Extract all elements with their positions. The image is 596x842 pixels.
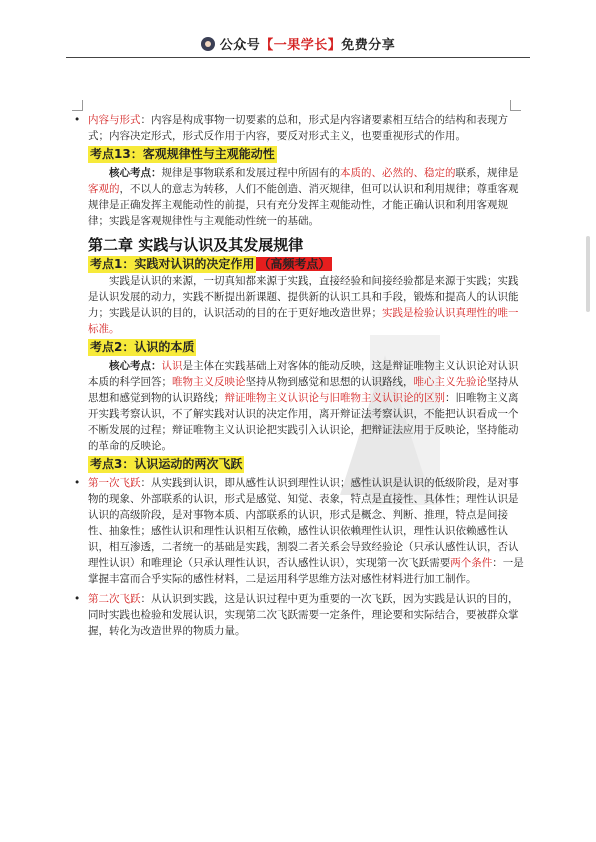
- paragraph: 实践是认识的来源，一切真知都来源于实践，直接经验和间接经验都是来源于实践；实践是认识发展的动力，实践不断提出新课题、提供新的认识工具和手段，锻炼和提高人的认识能力；实践是认识的目的，认识活动的目的在于更好地改造世界；实践是检验认识真理性的唯一标准。: [88, 275, 519, 335]
- header-title: 公众号【一果学长】免费分享: [0, 34, 596, 53]
- document-body: [88, 112, 524, 639]
- header-divider: [66, 57, 530, 58]
- chapter-title: 第二章 实践与认识及其发展规律: [88, 236, 304, 254]
- list-item: • 第二次飞跃：从认识到实践，这是认识过程中更为重要的一次飞跃，因为实践是认识的目的，同时实践也检验和发展认识，实现第二次飞跃需要一定条件，理论要和实际结合，要被群众掌握，转化为改造世界的物质力量。: [88, 591, 524, 639]
- section-heading: 考点2：认识的本质: [90, 340, 195, 354]
- avatar-icon: [201, 37, 215, 51]
- paragraph: 核心考点：规律是事物联系和发展过程中所固有的本质的、必然的、稳定的联系，规律是客观的，不以人的意志为转移，人们不能创造、消灭规律，但可以认识和利用规律；尊重客观规律是正确发挥主观能动性的前提，只有充分发挥主观能动性，才能正确认识和利用客观规律；实践是客观规律性与主观能动性统一的基础。: [88, 167, 519, 227]
- frequency-tag: （高频考点）: [258, 257, 331, 271]
- section-heading: 考点3：认识运动的两次飞跃: [90, 457, 243, 471]
- scrollbar[interactable]: [586, 236, 590, 312]
- margin-corner-mark: [72, 100, 83, 111]
- page-header: [0, 0, 596, 58]
- margin-corner-mark: [510, 100, 521, 111]
- list-item: • 第一次飞跃：从实践到认识，即从感性认识到理性认识；感性认识是认识的低级阶段，是对事物的现象、外部联系的认识，形式是感觉、知觉、表象，特点是直接性、具体性；理性认识是认识的高级阶段，是对事物本质、内部联系的认识，形式是概念、判断、推理，特点是间接性、抽象性；感性认识和理性认识相互依赖，感性认识依赖理性认识，理性认识依赖感性认识，相互渗透，二者统一的基础是实践，割裂二者关系会导致经验论（只承认感性认识，否认理性认识）和唯理论（只承认理性认识，否认感性认识），实现第一次飞跃需要两个条件：一是掌握丰富而合乎实际的感性材料，二是运用科学思维方法对感性材料进行加工制作。: [88, 475, 524, 587]
- section-heading: 考点1：实践对认识的决定作用: [90, 257, 255, 271]
- paragraph: 核心考点：认识是主体在实践基础上对客体的能动反映，这是辩证唯物主义认识论对认识本质的科学回答；唯物主义反映论坚持从物到感觉和思想的认识路线，唯心主义先验论坚持从思想和感觉到物的认识路线；辩证唯物主义认识论与旧唯物主义认识论的区别：旧唯物主义离开实践考察认识，不了解实践对认识的决定作用，离开辩证法考察认识，不能把认识看成一个不断发展的过程；辩证唯物主义认识论把实践引入认识论，把辩证法应用于反映论，坚持能动的革命的反映论。: [88, 360, 519, 452]
- section-heading: 考点13：客观规律性与主观能动性: [90, 147, 275, 161]
- list-item: • 内容与形式：内容是构成事物一切要素的总和，形式是内容诸要素相互结合的结构和表现方式；内容决定形式，形式反作用于内容，要反对形式主义，也要重视形式的作用。: [88, 112, 524, 144]
